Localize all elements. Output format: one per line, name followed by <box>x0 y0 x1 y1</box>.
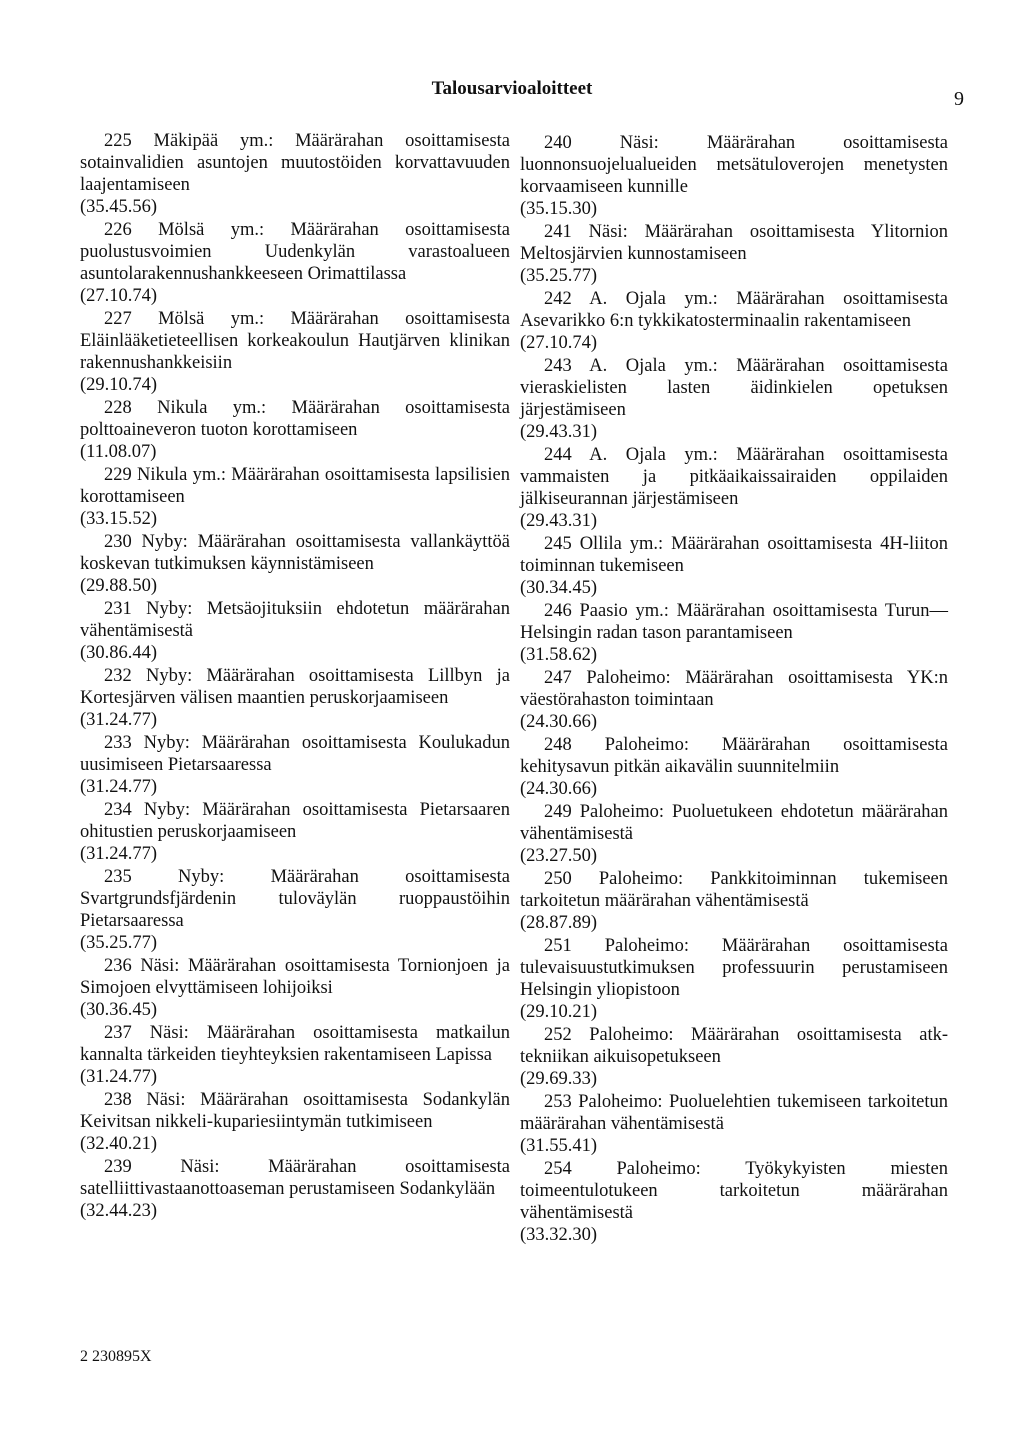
entry-text: 234 Nyby: Määrärahan osoittamisesta Pietarsaaren ohitustien peruskorjaamiseen <box>80 800 510 842</box>
list-item <box>80 308 510 396</box>
entry-code: (31.58.62) <box>520 645 598 665</box>
entry-text: 236 Näsi: Määrärahan osoittamisesta Tornionjoen ja Simojoen elvyttämiseen lohijoiksi <box>80 956 510 998</box>
list-item <box>80 955 510 1021</box>
entry-code: (11.08.07) <box>80 442 157 462</box>
list-item <box>80 464 510 530</box>
entry-code: (30.36.45) <box>80 1000 158 1020</box>
entry-code: (23.27.50) <box>520 846 598 866</box>
right-column <box>520 132 948 1247</box>
entry-text: 251 Paloheimo: Määrärahan osoittamisesta tulevaisuustutkimuksen professuurin perustamiseen Helsingin yliopistoon <box>520 936 948 1000</box>
entry-code: (27.10.74) <box>520 333 598 353</box>
list-item <box>520 801 948 867</box>
entry-text: 230 Nyby: Määrärahan osoittamisesta vallankäyttöä koskevan tutkimuksen käynnistämiseen <box>80 532 510 574</box>
entry-text: 246 Paasio ym.: Määrärahan osoittamisesta Turun—Helsingin radan tason parantamiseen <box>520 601 948 643</box>
left-column <box>80 130 510 1223</box>
entry-text: 245 Ollila ym.: Määrärahan osoittamisesta 4H-liiton toiminnan tukemiseen <box>520 534 948 576</box>
entry-code: (28.87.89) <box>520 913 598 933</box>
entry-text: 227 Mölsä ym.: Määrärahan osoittamisesta Eläinlääketieteellisen korkeakoulun Hautjärven klinikan rakennushankkeisiin <box>80 309 510 373</box>
running-title: Talousarvioaloitteet <box>431 78 593 99</box>
list-item <box>80 866 510 954</box>
entry-code: (30.86.44) <box>80 643 158 663</box>
entry-code: (24.30.66) <box>520 712 598 732</box>
entry-code: (27.10.74) <box>80 286 158 306</box>
entry-code: (32.44.23) <box>80 1201 158 1221</box>
list-item <box>80 130 510 218</box>
page-number: 9 <box>954 88 964 110</box>
entry-text: 237 Näsi: Määrärahan osoittamisesta matkailun kannalta tärkeiden tieyhteyksien rakentamiseen Lapissa <box>80 1023 510 1065</box>
entry-code: (35.45.56) <box>80 197 158 217</box>
entry-text: 242 A. Ojala ym.: Määrärahan osoittamisesta Asevarikko 6:n tykkikatosterminaalin rakentamiseen <box>520 289 948 331</box>
entry-code: (29.10.21) <box>520 1002 598 1022</box>
list-item <box>520 533 948 599</box>
entry-text: 231 Nyby: Metsäojituksiin ehdotetun määrärahan vähentämisestä <box>80 599 510 641</box>
list-item <box>520 355 948 443</box>
entry-text: 249 Paloheimo: Puoluetukeen ehdotetun määrärahan vähentämisestä <box>520 802 948 844</box>
list-item <box>80 1022 510 1088</box>
print-code: 2 230895X <box>80 1348 152 1365</box>
list-item <box>520 1091 948 1157</box>
entry-code: (29.88.50) <box>80 576 158 596</box>
list-item <box>520 221 948 287</box>
entry-code: (30.34.45) <box>520 578 598 598</box>
entry-text: 240 Näsi: Määrärahan osoittamisesta luonnonsuojelualueiden metsätuloverojen menetysten korvaamiseen kunnille <box>520 133 948 197</box>
list-item <box>80 598 510 664</box>
entry-code: (33.32.30) <box>520 1225 598 1245</box>
entry-text: 254 Paloheimo: Työkykyisten miesten toimeentulotukeen tarkoitetun määrärahan vähentämisestä <box>520 1159 948 1223</box>
entry-text: 229 Nikula ym.: Määrärahan osoittamisesta lapsilisien korottamiseen <box>80 465 510 507</box>
entry-code: (31.24.77) <box>80 710 158 730</box>
list-item <box>520 600 948 666</box>
list-item <box>520 1158 948 1246</box>
entry-text: 238 Näsi: Määrärahan osoittamisesta Sodankylän Keivitsan nikkeli-kupariesiintymän tutkimiseen <box>80 1090 510 1132</box>
entry-code: (31.24.77) <box>80 844 158 864</box>
entry-code: (31.55.41) <box>520 1136 598 1156</box>
list-item <box>80 732 510 798</box>
entry-text: 226 Mölsä ym.: Määrärahan osoittamisesta puolustusvoimien Uudenkylän varastoalueen asuntolarakennushankkeeseen Orimattilassa <box>80 220 510 284</box>
entry-code: (31.24.77) <box>80 1067 158 1087</box>
list-item <box>520 667 948 733</box>
list-item <box>520 935 948 1023</box>
entry-code: (29.43.31) <box>520 511 598 531</box>
entry-text: 244 A. Ojala ym.: Määrärahan osoittamisesta vammaisten ja pitkäaikaissairaiden oppilaiden jälkiseurannan järjestämiseen <box>520 445 948 509</box>
list-item <box>520 1024 948 1090</box>
entry-text: 248 Paloheimo: Määrärahan osoittamisesta kehitysavun pitkän aikavälin suunnitelmiin <box>520 735 948 777</box>
entry-text: 232 Nyby: Määrärahan osoittamisesta Lillbyn ja Kortesjärven välisen maantien peruskorjaamiseen <box>80 666 510 708</box>
list-item <box>80 1089 510 1155</box>
list-item <box>80 397 510 463</box>
entry-text: 233 Nyby: Määrärahan osoittamisesta Koulukadun uusimiseen Pietarsaaressa <box>80 733 510 775</box>
list-item <box>80 1156 510 1222</box>
entry-code: (29.69.33) <box>520 1069 598 1089</box>
entry-code: (29.43.31) <box>520 422 598 442</box>
entry-text: 253 Paloheimo: Puoluelehtien tukemiseen tarkoitetun määrärahan vähentämisestä <box>520 1092 948 1134</box>
entry-code: (33.15.52) <box>80 509 158 529</box>
entry-text: 243 A. Ojala ym.: Määrärahan osoittamisesta vieraskielisten lasten äidinkielen opetuksen järjestämiseen <box>520 356 948 420</box>
entry-text: 250 Paloheimo: Pankkitoiminnan tukemiseen tarkoitetun määrärahan vähentämisestä <box>520 869 948 911</box>
entry-code: (31.24.77) <box>80 777 158 797</box>
entry-text: 235 Nyby: Määrärahan osoittamisesta Svartgrundsfjärdenin tuloväylän ruoppaustöihin Pietarsaaressa <box>80 867 510 931</box>
entry-code: (29.10.74) <box>80 375 158 395</box>
list-item <box>80 219 510 307</box>
entry-code: (35.25.77) <box>80 933 158 953</box>
list-item <box>520 734 948 800</box>
entry-code: (24.30.66) <box>520 779 598 799</box>
entry-code: (32.40.21) <box>80 1134 158 1154</box>
list-item <box>520 444 948 532</box>
list-item <box>520 868 948 934</box>
entry-text: 228 Nikula ym.: Määrärahan osoittamisesta polttoaineveron tuoton korottamiseen <box>80 398 510 440</box>
entry-text: 239 Näsi: Määrärahan osoittamisesta satelliittivastaanottoaseman perustamiseen Sodankylään <box>80 1157 510 1199</box>
entry-code: (35.15.30) <box>520 199 598 219</box>
entry-text: 252 Paloheimo: Määrärahan osoittamisesta atk-tekniikan aikuisopetukseen <box>520 1025 948 1067</box>
list-item <box>80 665 510 731</box>
entry-text: 241 Näsi: Määrärahan osoittamisesta Ylitornion Meltosjärvien kunnostamiseen <box>520 222 948 264</box>
list-item <box>520 288 948 354</box>
list-item <box>80 799 510 865</box>
list-item <box>80 531 510 597</box>
entry-code: (35.25.77) <box>520 266 598 286</box>
entry-text: 225 Mäkipää ym.: Määrärahan osoittamisesta sotainvalidien asuntojen muutostöiden korvattavuuden laajentamiseen <box>80 131 510 195</box>
list-item <box>520 132 948 220</box>
entry-text: 247 Paloheimo: Määrärahan osoittamisesta YK:n väestörahaston toimintaan <box>520 668 948 710</box>
